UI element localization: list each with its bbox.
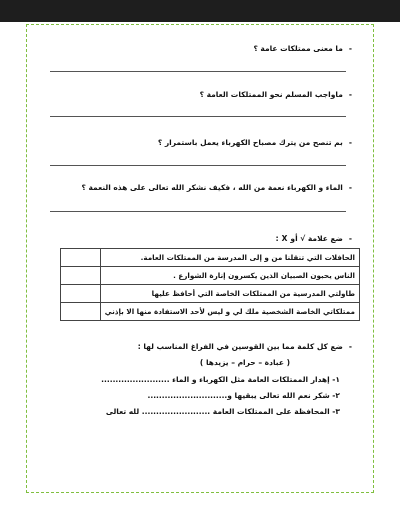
top-bar (0, 0, 400, 22)
question-1 (253, 44, 352, 53)
colon: : (275, 234, 279, 243)
statement-cell: الناس يحبون الصبيان الذين يكسرون إنارة الشوارع . (100, 267, 359, 285)
question-1-text: ما معنى ممتلكات عامة ؟ (253, 44, 343, 53)
answer-line-2[interactable] (50, 116, 346, 117)
question-3-text: بم تنصح من يترك مصباح الكهرباء يعمل باستمرار ؟ (157, 138, 343, 147)
bullet-dash: - (348, 90, 352, 99)
word-bank: ( عبادة – حرام – يزيدها ) (199, 358, 290, 367)
answer-cell[interactable] (61, 267, 101, 285)
true-false-table (60, 248, 360, 321)
table-row (61, 285, 360, 303)
table-row (61, 249, 360, 267)
question-2 (200, 90, 352, 99)
bullet-dash: - (348, 138, 352, 147)
fill-item-2[interactable]: ٢- شكر نعم الله تعالى يبقيها و............................ (147, 391, 340, 400)
question-4-text: الماء و الكهرباء نعمة من الله ، فكيف نشكر الله تعالى على هذه النعمة ؟ (81, 183, 343, 192)
answer-cell[interactable] (61, 285, 101, 303)
bullet-dash: - (348, 183, 352, 192)
answer-cell[interactable] (61, 249, 101, 267)
table-row (61, 303, 360, 321)
table-row (61, 267, 360, 285)
fill-item-1[interactable]: ١- إهدار الممتلكات العامة مثل الكهرباء و الماء ........................ (101, 375, 340, 384)
answer-line-4[interactable] (50, 211, 346, 212)
bullet-dash: - (348, 234, 352, 243)
fill-instruction-text: ضع كل كلمة مما بين القوسين في الفراغ المناسب لها : (137, 342, 343, 351)
answer-line-1[interactable] (50, 71, 346, 72)
fill-instruction (138, 342, 352, 351)
question-3 (158, 138, 352, 147)
bullet-dash: - (348, 342, 352, 351)
fill-item-3[interactable]: ٣- المحافظة على الممتلكات العامة ........................ لله تعالى (105, 407, 340, 416)
bullet-dash: - (348, 44, 352, 53)
answer-line-3[interactable] (50, 165, 346, 166)
instruction-text: ضع علامة √ أو (290, 234, 343, 243)
statement-cell: ممتلكاتي الخاصة الشخصية ملك لي و ليس لأحد الاستفادة منها الا بإذني (100, 303, 359, 321)
answer-cell[interactable] (61, 303, 101, 321)
statement-cell: طاولتي المدرسية من الممتلكات الخاصة التي أحافظ عليها (100, 285, 359, 303)
statement-cell: الحافلات التي تنقلنا من و إلى المدرسة من الممتلكات العامة. (100, 249, 359, 267)
question-2-text: ماواجب المسلم نحو الممتلكات العامة ؟ (199, 90, 343, 99)
question-4 (82, 183, 352, 192)
true-false-instruction (276, 234, 352, 243)
x-mark: X (281, 234, 288, 243)
